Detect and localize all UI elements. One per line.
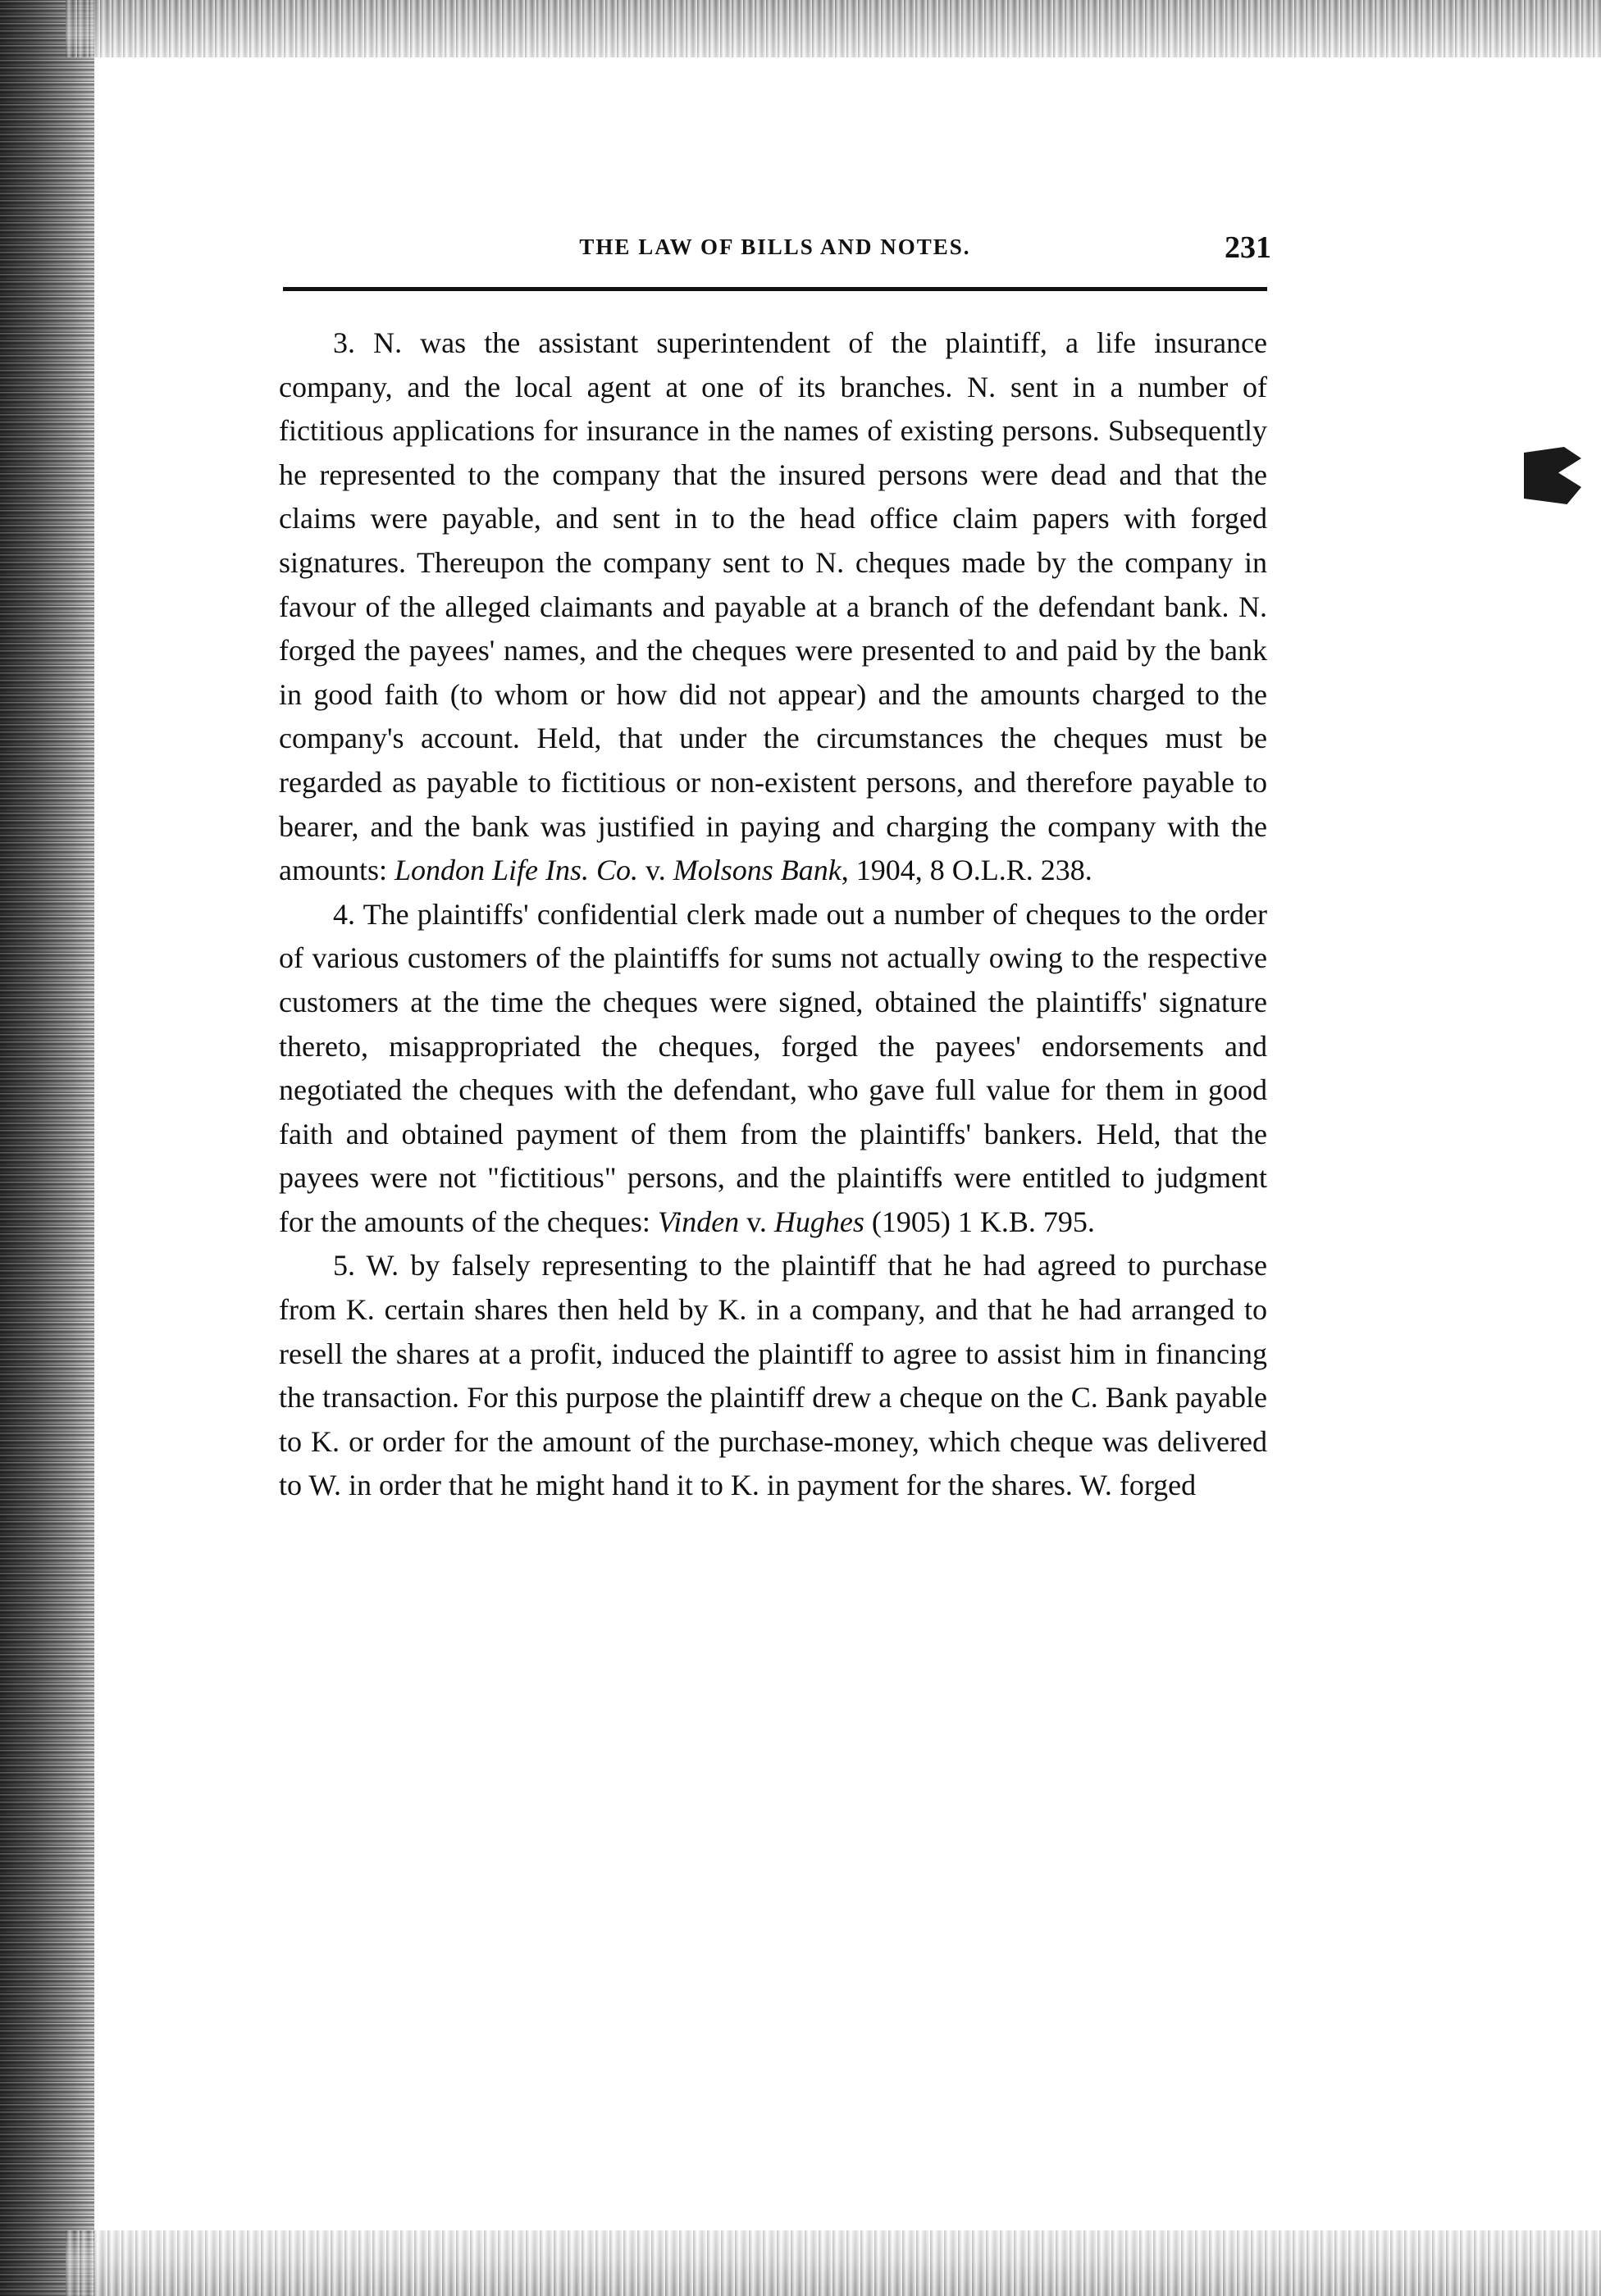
paragraph-case-5 [279,1244,1267,1508]
page-number: 231 [1225,230,1271,265]
scan-edge-top [66,0,1601,57]
running-header [279,230,1271,271]
scan-edge-left [0,0,94,2296]
case-name: Vinden [657,1205,740,1238]
body-text [279,321,1267,1508]
paragraph-text: 3. N. was the assistant superintendent of the plaintiff, a life insurance company, and the local agent at one of its branches. N. sent in a number of fictitious applications for insurance in the names of existing persons. Subsequently he represented to the company that the insured persons were dead and that the claims were payable, and sent in to the head office claim papers with forged signatures. Thereupon the company sent to N. cheques made by the company in favour of the alleged claimants and payable at a branch of the defendant bank. N. forged the payees' names, and the cheques were presented to and paid by the bank in good faith (to whom or how did not appear) and the amounts charged to the company's account. Held, that under the circumstances the cheques must be regarded as payable to fictitious or non-existent persons, and therefore payable to bearer, and the bank was justified in paying and charging the company with the amounts: [279,326,1267,887]
paragraph-case-4 [279,893,1267,1245]
case-name: London Life Ins. Co. [395,854,639,887]
scan-artifact-mark [1524,447,1581,504]
scan-edge-bottom [66,2230,1601,2296]
paragraph-text: 5. W. by falsely representing to the plaintiff that he had agreed to purchase from K. certain shares then held by K. in a company, and that he had arranged to resell the shares at a profit, induced the plaintiff to agree to assist him in financing the transaction. For this purpose the plaintiff drew a cheque on the C. Bank payable to K. or order for the amount of the purchase-money, which cheque was delivered to W. in order that he might hand it to K. in payment for the shares. W. forged [279,1249,1267,1502]
header-rule [283,287,1267,291]
versus-text: v. [739,1205,774,1238]
case-name: Hughes [773,1205,864,1238]
paragraph-text: 4. The plaintiffs' confidential clerk made out a number of cheques to the order of various customers of the plaintiffs for sums not actually owing to the respective customers at the time the cheques were signed, obtained the plaintiffs' signature thereto, misappropriated the cheques, forged the payees' endorsements and negotiated the cheques with the defendant, who gave full value for them in good faith and obtained payment of them from the plaintiffs' bankers. Held, that the payees were not "fictitious" persons, and the plaintiffs were entitled to judgment for the amounts of the cheques: [279,897,1267,1238]
running-title: THE LAW OF BILLS AND NOTES. [579,235,971,259]
citation-text: (1905) 1 K.B. 795. [864,1205,1095,1238]
paragraph-case-3 [279,321,1267,893]
citation-text: , 1904, 8 O.L.R. 238. [841,854,1092,887]
case-name: Molsons Bank [673,854,842,887]
versus-text: v. [638,854,673,887]
